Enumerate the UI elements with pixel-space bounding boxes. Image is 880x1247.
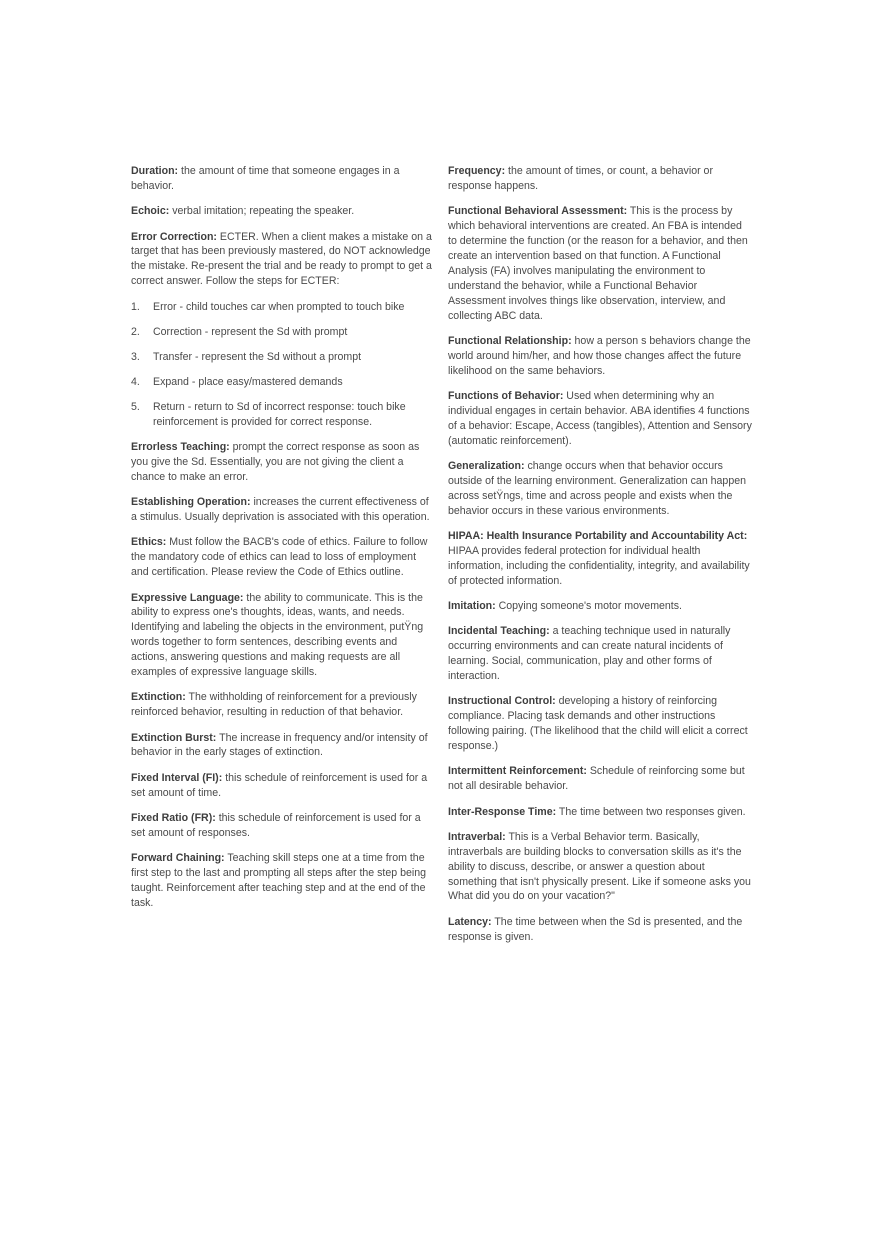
glossary-entry-extinction <box>131 690 433 720</box>
term: Generalization: <box>448 459 525 472</box>
list-number: 4. <box>131 375 140 388</box>
list-text: Error - child touches car when prompted to touch bike <box>153 300 405 313</box>
term: Expressive Language: <box>131 591 244 604</box>
list-number: 5. <box>131 400 140 413</box>
list-item <box>131 375 433 390</box>
definition: Schedule of reinforcing some but not all desirable behavior. <box>448 765 745 793</box>
term: Functional Relationship: <box>448 334 572 347</box>
definition: prompt the correct response as soon as you give the Sd. Essentially, you are not giving the client a chance to make an error. <box>131 441 420 483</box>
glossary-entry-inter-response-time <box>448 805 752 820</box>
glossary-entry-generalization <box>448 459 752 519</box>
term: Duration: <box>131 165 179 177</box>
definition: verbal imitation; repeating the speaker. <box>169 205 355 218</box>
glossary-entry-establishing-operation <box>131 495 433 525</box>
definition: the amount of time that someone engages in a behavior. <box>131 165 400 192</box>
list-number: 3. <box>131 350 140 363</box>
definition: this schedule of reinforcement is used for a set amount of responses. <box>131 811 421 839</box>
definition: how a person s behaviors change the world around him/her, and how those changes affect the future likelihood on the same behaviors. <box>448 334 751 377</box>
definition: developing a history of reinforcing compliance. Placing task demands and other instructions following pairing. (The likelihood that the child will elicit a correct response.) <box>448 695 748 753</box>
glossary-entry-echoic <box>131 204 433 219</box>
term: Functional Behavioral Assessment: <box>448 205 628 218</box>
glossary-entry-incidental-teaching <box>448 624 752 684</box>
term: Errorless Teaching: <box>131 441 230 454</box>
term: Intermittent Reinforcement: <box>448 765 587 778</box>
list-item <box>131 350 433 365</box>
definition: the amount of times, or count, a behavior or response happens. <box>448 165 713 192</box>
term: Extinction Burst: <box>131 731 217 744</box>
glossary-entry-imitation <box>448 599 752 614</box>
definition: This is the process by which behavioral interventions are created. An FBA is intended to determine the function (or the reason for a behavior, and then create an intervention based on that function. A Functional Analysis (FA) involves manipulating the environment to understand the behavior, while a Functional Behavior Assessment involves things like observation, interview, and collecting ABC data. <box>448 205 748 322</box>
term: Intraverbal: <box>448 830 506 843</box>
glossary-entry-functions-of-behavior <box>448 389 752 449</box>
right-column <box>448 164 752 955</box>
list-item <box>131 400 433 430</box>
glossary-entry-intraverbal <box>448 830 752 905</box>
glossary-entry-errorless-teaching <box>131 440 433 485</box>
definition: Copying someone's motor movements. <box>495 600 682 612</box>
definition: Used when determining why an individual engages in certain behavior. ABA identifies 4 functions of a behavior: Escape, Access (tangibles), Attention and Sensory (automatic reinforcement). <box>448 389 752 447</box>
glossary-entry-intermittent-reinforcement <box>448 764 752 794</box>
term: HIPAA: Health Insurance Portability and Accountability Act: <box>448 529 748 542</box>
definition: The increase in frequency and/or intensity of behavior in the early stages of extinction. <box>131 731 428 759</box>
definition: The time between two responses given. <box>556 805 746 818</box>
glossary-entry-ethics <box>131 535 433 580</box>
glossary-entry-forward-chaining <box>131 851 433 911</box>
ecter-steps-list <box>131 300 433 430</box>
term: Establishing Operation: <box>131 496 251 509</box>
term: Inter-Response Time: <box>448 805 557 818</box>
term: Frequency: <box>448 165 506 177</box>
definition: this schedule of reinforcement is used for a set amount of time. <box>131 771 428 799</box>
definition: This is a Verbal Behavior term. Basically, intraverbals are building blocks to conversation skills as it's the ability to discuss, describe, or answer a question about something that isn't physically present. Like if someone asks you What did you do on your vacation?" <box>448 830 751 903</box>
list-number: 2. <box>131 325 140 338</box>
glossary-entry-frequency <box>448 164 752 194</box>
definition: The time between when the Sd is presented, and the response is given. <box>448 915 743 943</box>
term: Latency: <box>448 915 492 928</box>
definition: a teaching technique used in naturally occurring environments and can create natural incidents of learning. Social, communication, play and other forms of interaction. <box>448 625 731 683</box>
glossary-entry-hipaa <box>448 529 752 589</box>
definition: Must follow the BACB's code of ethics. Failure to follow the mandatory code of ethics can lead to loss of employment and certification. Please review the Code of Ethics outline. <box>131 536 428 579</box>
glossary-entry-duration <box>131 164 433 194</box>
glossary-entry-instructional-control <box>448 694 752 754</box>
term: Forward Chaining: <box>131 852 225 865</box>
list-number: 1. <box>131 300 140 313</box>
term: Fixed Ratio (FR): <box>131 811 216 824</box>
definition: HIPAA provides federal protection for individual health information, including the confidentiality, integrity, and availability of protected information. <box>448 544 750 587</box>
definition: ECTER. When a client makes a mistake on a target that has been previously mastered, do NOT acknowledge the mistake. Re-present the trial and be ready to prompt to get a correct answer. Follow the steps for ECTER: <box>131 230 432 288</box>
term: Echoic: <box>131 205 170 218</box>
glossary-entry-fixed-interval <box>131 771 433 801</box>
term: Incidental Teaching: <box>448 625 550 638</box>
definition: increases the current effectiveness of a stimulus. Usually deprivation is associated with this operation. <box>131 496 430 524</box>
list-item <box>131 300 433 315</box>
glossary-entry-expressive-language <box>131 591 433 680</box>
glossary-entry-extinction-burst <box>131 731 433 761</box>
left-column <box>131 164 433 921</box>
list-text: Transfer - represent the Sd without a prompt <box>153 350 362 363</box>
definition: change occurs when that behavior occurs outside of the learning environment. Generalization can happen across setŸngs, time and across people and exists when the behavior occurs in these various environments. <box>448 459 747 517</box>
list-text: Return - return to Sd of incorrect response: touch bike reinforcement is provided for correct response. <box>153 400 406 428</box>
definition: The withholding of reinforcement for a previously reinforced behavior, resulting in reduction of that behavior. <box>131 691 417 719</box>
term: Fixed Interval (FI): <box>131 771 223 784</box>
term: Error Correction: <box>131 230 217 243</box>
list-text: Expand - place easy/mastered demands <box>153 375 343 388</box>
term: Functions of Behavior: <box>448 389 564 402</box>
glossary-entry-latency <box>448 915 752 945</box>
list-item <box>131 325 433 340</box>
glossary-entry-functional-relationship <box>448 334 752 379</box>
glossary-entry-fixed-ratio <box>131 811 433 841</box>
definition: Teaching skill steps one at a time from the first step to the last and prompting all steps after the step being taught. Reinforcement after teaching step and at the end of the task. <box>131 852 427 909</box>
definition: the ability to communicate. This is the ability to express one's thoughts, ideas, wants, and needs. Identifying and labeling the objects in the environment, putŸng words together to form sentences, describing events and actions, answering questions and making requests are all examples of expressive language skills. <box>131 591 424 679</box>
list-text: Correction - represent the Sd with prompt <box>153 325 348 338</box>
term: Imitation: <box>448 600 496 612</box>
term: Ethics: <box>131 536 167 549</box>
term: Instructional Control: <box>448 695 556 708</box>
term: Extinction: <box>131 691 186 704</box>
glossary-entry-error-correction <box>131 230 433 290</box>
glossary-entry-functional-behavioral-assessment <box>448 204 752 323</box>
